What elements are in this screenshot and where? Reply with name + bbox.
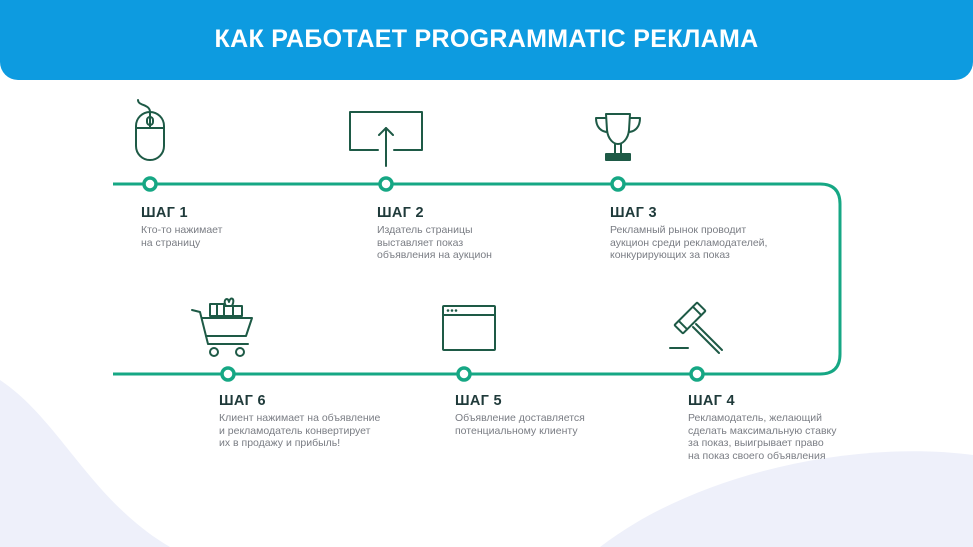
step-marker-2 bbox=[380, 178, 392, 190]
step-title: ШАГ 3 bbox=[610, 205, 657, 221]
step-marker-4 bbox=[691, 368, 703, 380]
step-title: ШАГ 6 bbox=[219, 393, 266, 409]
gavel-icon bbox=[666, 296, 730, 354]
step-1 bbox=[141, 205, 222, 249]
step-title: ШАГ 1 bbox=[141, 205, 188, 221]
step-title: ШАГ 2 bbox=[377, 205, 424, 221]
step-2 bbox=[377, 205, 492, 262]
step-title: ШАГ 4 bbox=[688, 393, 735, 409]
step-description: Рекламодатель, желающий сделать максимальную ставку за показ, выигрывает право на показ своего объявления bbox=[688, 412, 837, 462]
step-description: Рекламный рынок проводит аукцион среди рекламодателей, конкурирующих за показ bbox=[610, 224, 768, 261]
step-marker-1 bbox=[144, 178, 156, 190]
step-description: Объявление доставляется потенциальному клиенту bbox=[455, 412, 585, 437]
step-marker-3 bbox=[612, 178, 624, 190]
step-marker-6 bbox=[222, 368, 234, 380]
page-title: КАК РАБОТАЕТ PROGRAMMATIC РЕКЛАМА bbox=[214, 24, 759, 53]
step-description: Кто-то нажимает на страницу bbox=[141, 224, 223, 249]
step-5 bbox=[455, 393, 585, 437]
step-description: Клиент нажимает на объявление и рекламодатель конвертирует их в продажу и прибыль! bbox=[219, 412, 381, 449]
step-title: ШАГ 5 bbox=[455, 393, 502, 409]
step-3 bbox=[610, 205, 767, 262]
step-4 bbox=[688, 393, 837, 462]
upload-screen-icon bbox=[346, 108, 426, 168]
mouse-icon bbox=[128, 98, 172, 164]
step-description: Издатель страницы выставляет показ объявления на аукцион bbox=[377, 224, 492, 261]
browser-window-icon bbox=[440, 302, 498, 354]
trophy-icon bbox=[592, 110, 644, 166]
step-marker-5 bbox=[458, 368, 470, 380]
shopping-cart-icon bbox=[190, 294, 256, 360]
step-6 bbox=[219, 393, 380, 450]
